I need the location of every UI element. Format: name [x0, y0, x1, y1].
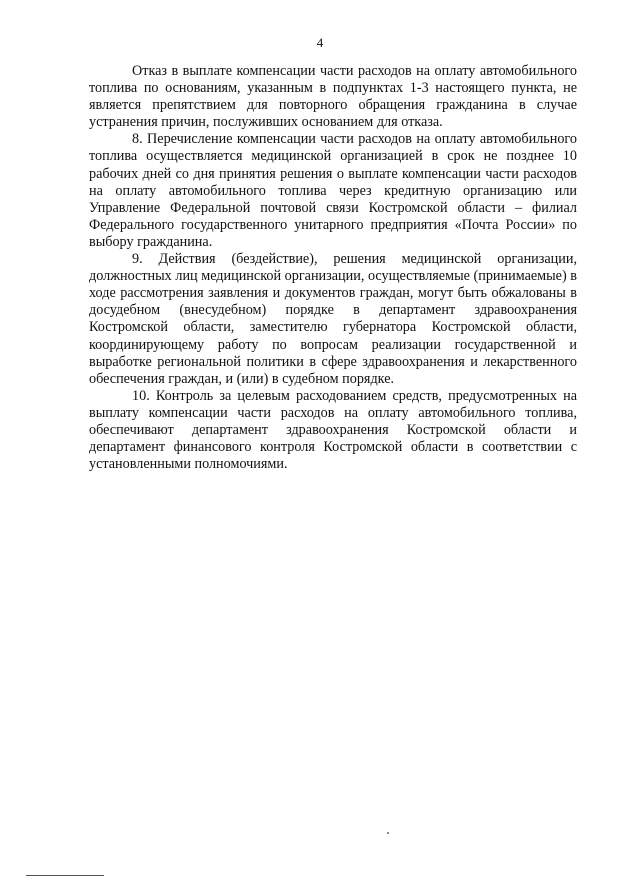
document-body	[89, 63, 577, 473]
paragraph-8-payment-transfer: 8. Перечисление компенсации части расходов на оплату автомобильного топлива осуществляется медицинской организацией в срок не позднее 10 рабочих дней со дня принятия решения о выплате компенсации части расходов на оплату автомобильного топлива через кредитную организацию или Управление Федеральной почтовой связи Костромской области – филиал Федерального государственного унитарного предприятия «Почта России» по выбору гражданина.	[89, 131, 577, 250]
paragraph-refusal-note: Отказ в выплате компенсации части расходов на оплату автомобильного топлива по основаниям, указанным в подпунктах 1-3 настоящего пункта, не является препятствием для повторного обращения гражданина в случае устранения причин, послуживших основанием для отказа.	[89, 63, 577, 131]
paragraph-9-appeal: 9. Действия (бездействие), решения медицинской организации, должностных лиц медицинской организации, осуществляемые (принимаемые) в ходе рассмотрения заявления и документов граждан, могут быть обжалованы в досудебном (внесудебном) порядке в департамент здравоохранения Костромской области, заместителю губернатора Костромской области, координирующему работу по вопросам реализации государственной и выработке региональной политики в сфере здравоохранения и лекарственного обеспечения граждан, и (или) в судебном порядке.	[89, 251, 577, 387]
footer-rule	[26, 875, 104, 876]
page-number: 4	[316, 35, 324, 50]
paragraph-10-control: 10. Контроль за целевым расходованием средств, предусмотренных на выплату компенсации части расходов на оплату автомобильного топлива, обеспечивают департамент здравоохранения Костромской области и департамент финансового контроля Костромской области в соответствии с установленными полномочиями.	[89, 387, 577, 473]
scan-speck	[387, 832, 389, 834]
